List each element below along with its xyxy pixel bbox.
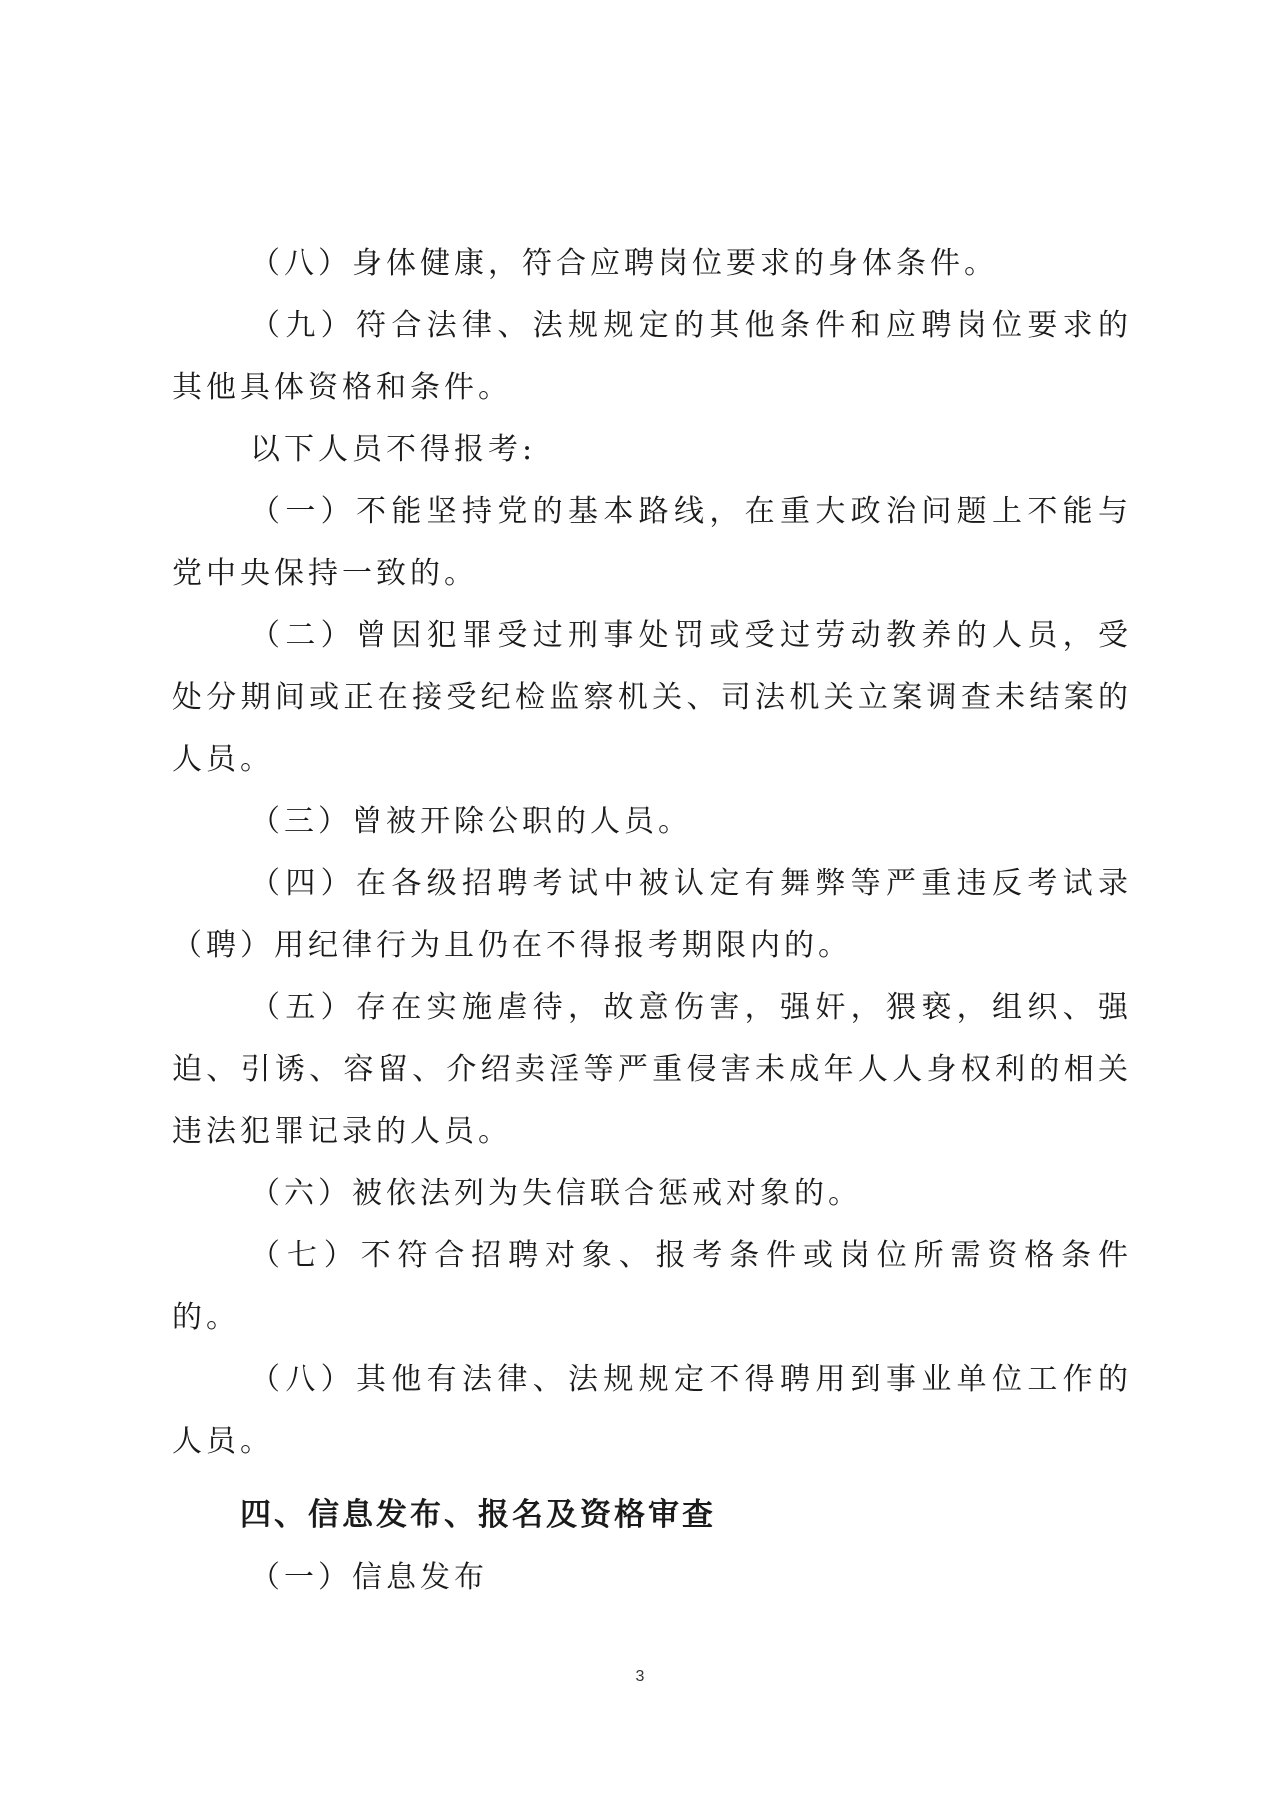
- paragraph-ineligible-5: （五）存在实施虐待，故意伤害，强奸，猥亵，组织、强迫、引诱、容留、介绍卖淫等严重侵害未成年人人身权利的相关违法犯罪记录的人员。: [172, 990, 1132, 1149]
- page-content: [172, 233, 1132, 1609]
- section-heading: 四、信息发布、报名及资格审查: [240, 1497, 716, 1533]
- paragraph-ineligible-4: （四）在各级招聘考试中被认定有舞弊等严重违反考试录（聘）用纪律行为且仍在不得报考期限内的。: [172, 866, 1132, 963]
- paragraph-ineligible-6: （六）被依法列为失信联合惩戒对象的。: [250, 1176, 862, 1211]
- paragraph-other-conditions: （九）符合法律、法规规定的其他条件和应聘岗位要求的其他具体资格和条件。: [172, 308, 1132, 405]
- paragraph-ineligible-intro: 以下人员不得报考:: [250, 432, 537, 467]
- sub-heading: （一）信息发布: [250, 1560, 488, 1595]
- paragraph-ineligible-7: （七）不符合招聘对象、报考条件或岗位所需资格条件的。: [172, 1238, 1132, 1335]
- paragraph-ineligible-1: （一）不能坚持党的基本路线，在重大政治问题上不能与党中央保持一致的。: [172, 494, 1132, 591]
- paragraph-ineligible-3: （三）曾被开除公职的人员。: [250, 804, 692, 839]
- paragraph-physical-health: （八）身体健康，符合应聘岗位要求的身体条件。: [250, 246, 998, 281]
- paragraph-ineligible-8: （八）其他有法律、法规规定不得聘用到事业单位工作的人员。: [172, 1362, 1132, 1459]
- paragraph-ineligible-2: （二）曾因犯罪受过刑事处罚或受过劳动教养的人员，受处分期间或正在接受纪检监察机关、司法机关立案调查未结案的人员。: [172, 618, 1132, 777]
- page-number: 3: [635, 1668, 645, 1685]
